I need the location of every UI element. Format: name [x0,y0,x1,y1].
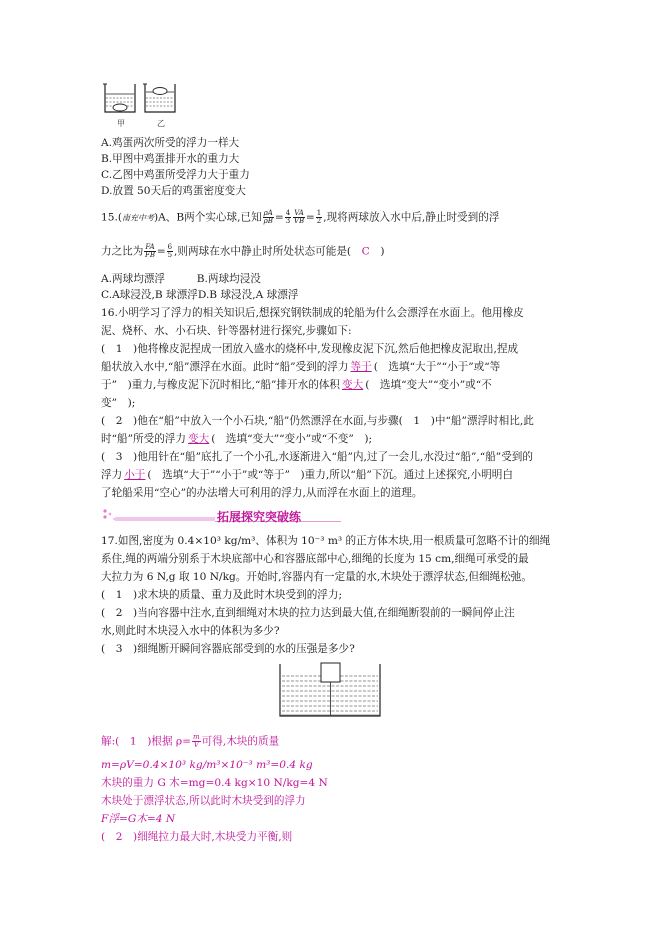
solution-line-1 [101,734,279,749]
q16-answer-4: 小于 [124,469,146,481]
q16-line4-head: 船状放入水中,“船”漂浮在水面。此时“船”受到的浮力 [101,361,349,373]
q14-option-d: D.放置 50天后的鸡蛋密度变大 [101,185,246,197]
q16-line4-tail: ( 选填“大于”“小于”或“等 [373,361,501,373]
q14-option-b: B.甲图中鸡蛋排开水的重力大 [101,153,240,165]
solution-line-4: 木块处于漂浮状态,所以此时木块受到的浮力 [101,795,306,807]
q15-line2-b: ,则两球在水中静止时所处状态可能是( [174,245,352,258]
q16-line10-tail: ( 选填“大于”“小于”或“等于” )重力,所以“船”下沉。通过上述探究,小明明白 [147,469,513,481]
q15-frac-2: $\frac{4}{3}$ [285,209,291,225]
q15-line-1: 15.(南充中考)A、B两个实心球,已知 $\frac{\rho A}{\rho B}$ = $\frac{4}{3}$ $\frac{VA}{VB}$ = $\frac{1}{2}$ ,现将两球放入水中后,静止时受到的浮 [101,209,500,225]
q15-text-b: ,现将两球放入水中后,静止时受到的浮 [323,211,500,224]
q16-line-2: 泥、烧杯、水、小石块、针等器材进行探究,步骤如下: [101,325,352,337]
solution-line1-tail: 可得,木块的质量 [201,735,280,748]
solution-line-5: F浮=G木=4 N [101,813,176,825]
q17-line-5: ( 2 )当向容器中注水,直到细绳对木块的拉力达到最大值,在细绳断裂前的一瞬间停止注 [101,607,515,619]
container-figure [270,662,390,720]
q16-line-8 [101,432,372,446]
q15-eq: = [274,211,284,224]
figure-label-left: 甲 [117,119,125,128]
solution-line-6: ( 2 )细绳拉力最大时,木块受力平衡,则 [101,831,293,843]
wooden-block [321,663,340,682]
q15-answer: C [361,245,370,258]
q16-line-1: 16.小明学习了浮力的相关知识后,想探究钢铁制成的轮船为什么会漂浮在水面上。他用橡皮 [101,307,524,319]
q16-line10-head: 浮力 [101,469,123,481]
q17-line-7: ( 3 )细绳断开瞬间容器底部受到的水的压强是多少? [101,643,355,655]
q14-option-a: A.鸡蛋两次所受的浮力一样大 [101,137,240,149]
q16-line5-tail: ( 选填“变大”“变小”或“不 [365,379,492,391]
q16-answer-2: 变大 [342,379,364,391]
q17-line-2: 系住,绳的两端分别系于木块底部中心和容器底部中心,细绳的长度为 15 cm,细绳可承受的最 [101,553,529,565]
q16-line5-head: 于” )重力,与橡皮泥下沉时相比,“船”排开水的体积 [101,379,340,391]
q17-line-6: 水,则此时木块浸入水中的体积为多少? [101,625,280,637]
solution-line1-head: 解:( 1 )根据 ρ= [101,735,192,748]
beakers-figure [101,78,201,130]
solution-line-3: 木块的重力 G 木=mg=0.4 kg×10 N/kg=4 N [101,777,328,789]
q16-line-3: ( 1 )他将橡皮泥捏成一团放入盛水的烧杯中,发现橡皮泥下沉,然后他把橡皮泥取出,捏成 [101,343,519,355]
beaker-left [103,84,135,112]
q15-frac-4: $\frac{1}{2}$ [316,209,322,225]
q15-text-a: )A、B两个实心球,已知 [153,211,262,224]
beaker-right [143,84,175,112]
solution-frac: $\frac{m}{V}$ [193,733,200,749]
q16-line-6: 变” ); [101,397,136,409]
q16-answer-3: 变大 [188,433,210,445]
q16-line-10 [101,468,513,482]
q15-ratio-rho: $\frac{\rho A}{\rho B}$ [263,209,273,225]
q14-option-c: C.乙图中鸡蛋所受浮力大于重力 [101,169,250,181]
q15-number: 15.( [101,211,122,224]
q15-frac-6: $\frac{6}{5}$ [167,243,173,259]
q16-line-7: ( 2 )他在“船”中放入一个小石块,“船”仍然漂浮在水面,与步骤( 1 )中“船”漂浮时相比,此 [101,415,534,427]
q15-options-2: C.A球浸没,B 球漂浮D.B 球浸没,A 球漂浮 [101,289,299,301]
q15-frac-5: $\frac{FA}{FB}$ [145,243,156,259]
q16-line8-tail: ( 选填“变大”“变小”或“不变” ); [211,433,373,445]
q15-frac-3: $\frac{VA}{VB}$ [293,209,305,225]
q17-line-1: 17.如图,密度为 0.4×10³ kg/m³、体积为 10⁻³ m³ 的正方体木块,用一根质量可忽略不计的细绳 [101,535,551,547]
q15-options-1: A.两球均漂浮 B.两球均浸没 [101,273,261,285]
q16-line-5 [101,378,492,392]
q17-line-4: ( 1 )求木块的质量、重力及此时木块受到的浮力; [101,589,343,601]
q16-line-4 [101,360,500,374]
q15-source: 南充中考 [121,213,154,223]
q17-line-3: 大拉力为 6 N,g 取 10 N/kg。开始时,容器内有一定量的水,木块处于漂浮状态,但细绳松弛。 [101,571,532,583]
section-title: 拓展探究突破练 [217,510,302,524]
q16-line8-head: 时“船”所受的浮力 [101,433,186,445]
q16-answer-1: 等于 [350,361,372,373]
figure-label-right: 乙 [157,119,165,128]
solution-line-2: m=ρV=0.4×10³ kg/m³×10⁻³ m³=0.4 kg [101,759,313,771]
q15-line-2: 力之比为 $\frac{FA}{FB}$ = $\frac{6}{5}$ ,则两球在水中静止时所处状态可能是( C ) [101,243,385,259]
q15-line2-a: 力之比为 [101,245,144,258]
q15-line2-c: ) [380,245,385,258]
q16-line-11: 了轮船采用“空心”的办法增大可利用的浮力,从而浮在水面上的道理。 [101,487,423,499]
q16-line-9: ( 3 )他用针在“船”底扎了一个小孔,水逐渐进入“船”内,过了一会儿,水没过“船”,“船”受到的 [101,451,533,463]
